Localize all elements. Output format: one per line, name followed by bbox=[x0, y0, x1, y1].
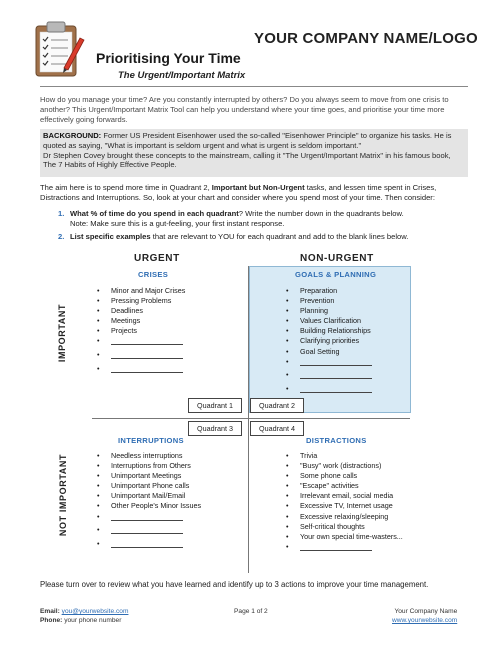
blank-entry-line[interactable] bbox=[97, 336, 185, 350]
step-2 bbox=[58, 232, 468, 242]
blank-entry-line[interactable] bbox=[97, 364, 185, 378]
header-divider bbox=[40, 86, 468, 87]
step-note: Note: Make sure this is a gut-feeling, your first instant response. bbox=[70, 218, 285, 228]
aim-text-2: tasks, and lessen time spent in Crises, Distractions and Interruptions. So, look at your chart and consider where you spend most of your time. Then consider: bbox=[40, 183, 437, 202]
blank-underline[interactable] bbox=[111, 350, 183, 359]
step-number: 2. bbox=[58, 231, 65, 241]
intro-paragraph: How do you manage your time? Are you constantly interrupted by others? Do you always seem to move from one crisis to another? This Urgent/Important Matrix Tool can help you understand where your time goes, and prioritise your time more effectively going forwards. bbox=[40, 95, 449, 124]
phone-label: Phone: bbox=[40, 617, 63, 624]
background-paragraph bbox=[43, 131, 465, 151]
blank-entry-line[interactable] bbox=[97, 512, 201, 526]
blank-entry-line[interactable] bbox=[286, 370, 372, 384]
covey-paragraph: Dr Stephen Covey brought these concepts to the mainstream, calling it "The Urgent/Important Matrix" in his famous book, The 7 Habits of Highly Effective People. bbox=[43, 150, 451, 170]
page-number: Page 1 of 2 bbox=[234, 608, 268, 615]
list-item: • Building Relationships bbox=[286, 326, 372, 336]
blank-underline[interactable] bbox=[300, 370, 372, 379]
list-item: • "Escape" activities bbox=[286, 481, 403, 491]
matrix-horizontal-divider bbox=[92, 418, 410, 419]
clipboard-checklist-icon bbox=[30, 16, 86, 80]
list-item: • Goal Setting bbox=[286, 347, 372, 357]
email-label: Email: bbox=[40, 608, 60, 615]
quadrant-4-heading: DISTRACTIONS bbox=[306, 436, 367, 445]
blank-underline[interactable] bbox=[111, 336, 183, 345]
blank-underline[interactable] bbox=[300, 357, 372, 366]
list-item: • Minor and Major Crises bbox=[97, 286, 185, 296]
step-text: that are relevant to YOU for each quadrant and add to the blank lines below. bbox=[150, 231, 409, 241]
phone-number: your phone number bbox=[64, 617, 122, 624]
list-item: • Prevention bbox=[286, 296, 372, 306]
column-header-urgent: URGENT bbox=[134, 253, 180, 264]
list-item: • Deadlines bbox=[97, 306, 185, 316]
aim-paragraph bbox=[40, 183, 468, 203]
list-item: • Your own special time-wasters... bbox=[286, 532, 403, 542]
blank-underline[interactable] bbox=[111, 364, 183, 373]
list-item: • Irrelevant email, social media bbox=[286, 491, 403, 501]
list-item: • Other People's Minor Issues bbox=[97, 501, 201, 511]
aim-bold: Important but Non-Urgent bbox=[211, 183, 305, 192]
page-subtitle: The Urgent/Important Matrix bbox=[118, 70, 246, 81]
footer-company-name: Your Company Name bbox=[394, 608, 458, 615]
list-item: • "Busy" work (distractions) bbox=[286, 461, 403, 471]
quadrant-2-heading: GOALS & PLANNING bbox=[295, 270, 377, 279]
list-item: • Preparation bbox=[286, 286, 372, 296]
row-header-not-important: NOT IMPORTANT bbox=[58, 453, 68, 537]
blank-underline[interactable] bbox=[300, 542, 372, 551]
column-header-non-urgent: NON-URGENT bbox=[300, 253, 374, 264]
quadrant-2-list bbox=[286, 286, 372, 397]
website-link[interactable]: www.yourwebsite.com bbox=[392, 617, 458, 624]
background-label: BACKGROUND: bbox=[43, 131, 102, 140]
list-item: • Self-critical thoughts bbox=[286, 522, 403, 532]
quadrant-1-heading: CRISES bbox=[138, 270, 169, 279]
blank-underline[interactable] bbox=[111, 539, 183, 548]
instruction-steps bbox=[58, 209, 468, 241]
blank-underline[interactable] bbox=[300, 384, 372, 393]
background-text: Former US President Eisenhower used the so-called "Eisenhower Principle" to organize his tasks. He is quoted as saying, "What is important is seldom urgent and what is urgent is seldom important." bbox=[43, 131, 452, 150]
background-box bbox=[40, 129, 468, 177]
list-item: • Excessive relaxing/sleeping bbox=[286, 512, 403, 522]
quadrant-3-label: Quadrant 3 bbox=[188, 421, 242, 436]
quadrant-3-heading: INTERRUPTIONS bbox=[118, 436, 184, 445]
blank-underline[interactable] bbox=[111, 525, 183, 534]
list-item: • Pressing Problems bbox=[97, 296, 185, 306]
blank-entry-line[interactable] bbox=[286, 384, 372, 398]
blank-underline[interactable] bbox=[111, 512, 183, 521]
quadrant-3-list bbox=[97, 451, 201, 552]
list-item: • Interruptions from Others bbox=[97, 461, 201, 471]
aim-text-1: The aim here is to spend more time in Quadrant 2, bbox=[40, 183, 212, 192]
step-1 bbox=[58, 209, 468, 219]
quadrant-1-label: Quadrant 1 bbox=[188, 398, 242, 413]
page-title: Prioritising Your Time bbox=[96, 50, 241, 66]
quadrant-4-list bbox=[286, 451, 403, 555]
footer-contact bbox=[40, 607, 128, 625]
closing-instruction: Please turn over to review what you have learned and identify up to 3 actions to improve your time management. bbox=[40, 580, 429, 589]
list-item: • Needless interruptions bbox=[97, 451, 201, 461]
list-item: • Excessive TV, Internet usage bbox=[286, 501, 403, 511]
quadrant-1-list bbox=[97, 286, 185, 377]
blank-entry-line[interactable] bbox=[97, 525, 201, 539]
list-item: • Projects bbox=[97, 326, 185, 336]
list-item: • Meetings bbox=[97, 316, 185, 326]
list-item: • Values Clarification bbox=[286, 316, 372, 326]
blank-entry-line[interactable] bbox=[286, 542, 403, 556]
step-number: 1. bbox=[58, 209, 65, 218]
quadrant-4-label: Quadrant 4 bbox=[250, 421, 304, 436]
quadrant-2-label: Quadrant 2 bbox=[250, 398, 304, 413]
step-bold: What % of time do you spend in each quadrant bbox=[70, 209, 239, 218]
list-item: • Some phone calls bbox=[286, 471, 403, 481]
row-header-important: IMPORTANT bbox=[57, 303, 67, 363]
matrix-vertical-divider bbox=[248, 266, 249, 573]
footer-company bbox=[392, 607, 457, 625]
list-item: • Trivia bbox=[286, 451, 403, 461]
blank-entry-line[interactable] bbox=[286, 357, 372, 371]
step-text: ? Write the number down in the quadrants below. bbox=[238, 209, 404, 218]
list-item: • Unimportant Phone calls bbox=[97, 481, 201, 491]
email-link[interactable]: you@yourwebsite.com bbox=[61, 608, 129, 615]
company-logo-text: YOUR COMPANY NAME/LOGO bbox=[254, 30, 478, 47]
blank-entry-line[interactable] bbox=[97, 539, 201, 553]
list-item: • Unimportant Meetings bbox=[97, 471, 201, 481]
list-item: • Clarifying priorities bbox=[286, 336, 372, 346]
step-bold: List specific examples bbox=[70, 231, 151, 241]
blank-entry-line[interactable] bbox=[97, 350, 185, 364]
list-item: • Unimportant Mail/Email bbox=[97, 491, 201, 501]
list-item: • Planning bbox=[286, 306, 372, 316]
